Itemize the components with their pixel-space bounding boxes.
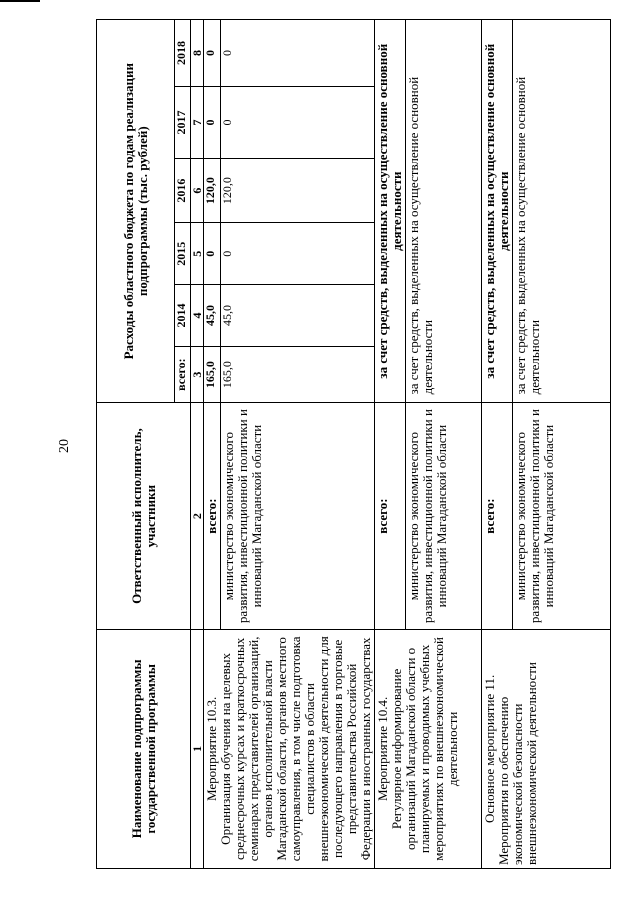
column-number: 5 [191,223,204,285]
measure-title: Основное мероприятие 11. [482,674,497,823]
executor-name: министерство экономического развития, инвестиционной политики и инноваций Магаданской области [406,403,482,629]
total-value: 165,0 [204,346,221,403]
column-number: 8 [191,20,204,87]
measure-description: Организация обучения на целевых среднесрочных курсах и краткосрочных семинарах представителей организаций, органов исполнительной власти Магаданской области, органов местного самоуправления, в том числе подготовка специалистов в области внешнеэкономической деятельности для последующего направления в торговые представительства Российской Федерации в иностранных государствах [218,636,373,862]
total-value: 45,0 [204,285,221,347]
total-value: 120,0 [204,159,221,223]
header-year: 2014 [175,285,191,347]
total-value: 0 [204,223,221,285]
column-number: 2 [191,403,204,629]
measure-description: Мероприятия по обеспечению экономической безопасности внешнеэкономической деятельности [496,662,539,865]
measure-cell [482,629,611,868]
header-subprogram-name: Наименование подпрограммы государственной программы [97,629,191,868]
executor-value: 0 [221,86,375,158]
column-number: 7 [191,86,204,158]
column-number: 4 [191,285,204,347]
total-label: всего: [482,403,513,629]
header-year: 2018 [175,20,191,87]
header-budget: Расходы областного бюджета по годам реализации подпрограммы (тыс. рублей) [97,20,175,403]
program-table [96,19,611,869]
measure-cell [204,629,375,868]
column-number: 6 [191,159,204,223]
page-number: 20 [57,439,72,453]
total-value: 0 [204,20,221,87]
column-number: 1 [191,629,204,868]
measure-title: Мероприятие 10.4. [375,696,390,801]
measure-cell [375,629,482,868]
executor-value: 120,0 [221,159,375,223]
total-funding-note: за счет средств, выделенных на осуществление основной деятельности [482,20,513,403]
executor-name: министерство экономического развития, инвестиционной политики и инноваций Магаданской области [513,403,611,629]
rotated-page [96,19,556,869]
header-executor: Ответственный исполнитель, участники [97,403,191,629]
header-year: 2015 [175,223,191,285]
total-funding-note: за счет средств, выделенных на осуществление основной деятельности [375,20,406,403]
measure-description: Регулярное информирование организаций Магаданской области о планируемых и проводимых учебных мероприятиях по внешнеэкономической деятельности [389,637,460,861]
total-value: 0 [204,86,221,158]
column-number: 3 [191,346,204,403]
total-label: всего: [204,403,221,629]
executor-funding-note: за счет средств, выделенных на осуществление основной деятельности [406,20,482,403]
top-rule [0,0,40,2]
total-label: всего: [375,403,406,629]
executor-value: 165,0 [221,346,375,403]
executor-value: 0 [221,223,375,285]
header-year: 2016 [175,159,191,223]
executor-value: 0 [221,20,375,87]
measure-title: Мероприятие 10.3. [204,696,219,801]
header-year: 2017 [175,86,191,158]
executor-funding-note: за счет средств, выделенных на осуществление основной деятельности [513,20,611,403]
header-total: всего: [175,346,191,403]
executor-name: министерство экономического развития, инвестиционной политики и инноваций Магаданской области [221,403,375,629]
executor-value: 45,0 [221,285,375,347]
